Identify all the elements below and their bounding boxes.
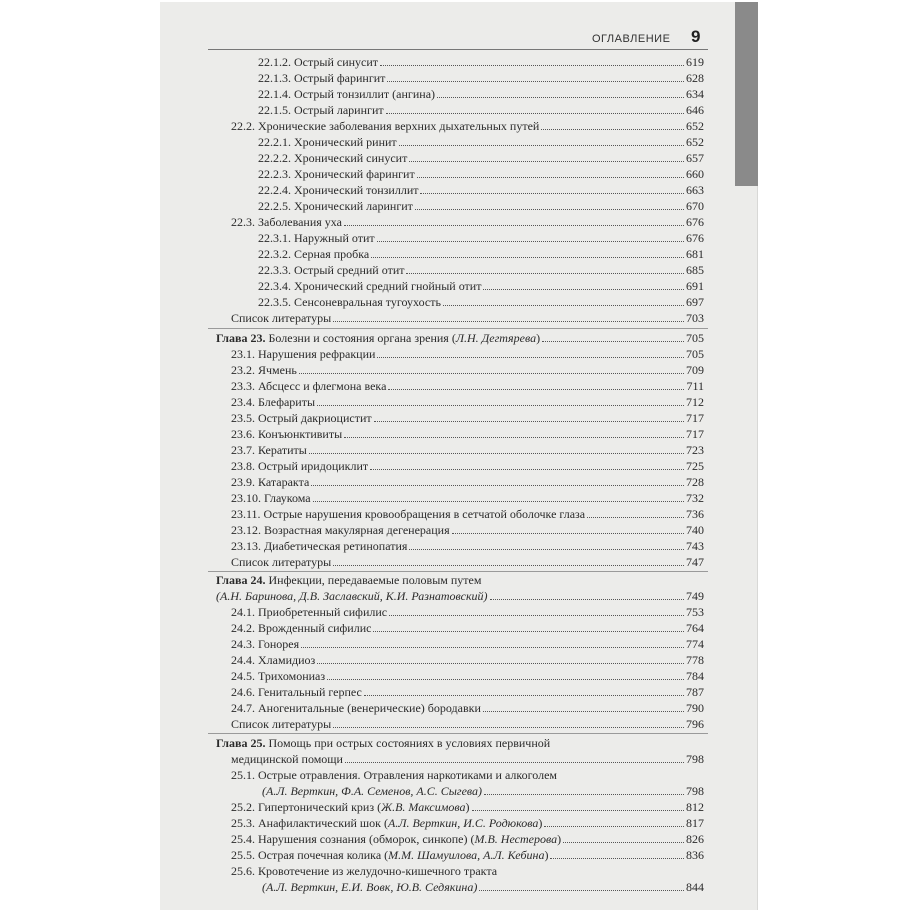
toc-entry: 24.7. Аногенитальные (венерические) бородавки 790 xyxy=(231,701,704,715)
toc-entry: 24.3. Гонорея 774 xyxy=(231,637,704,651)
chapter-authors: (А.Н. Баринова, Д.В. Заславский, К.И. Разнатовский) 749 xyxy=(216,589,704,603)
page-number: 9 xyxy=(691,27,701,46)
toc-entry: 23.6. Конъюнктивиты 717 xyxy=(231,427,704,441)
toc-entry: 24.4. Хламидиоз 778 xyxy=(231,653,704,667)
toc-entry: 25.1. Острые отравления. Отравления наркотиками и алкоголем xyxy=(231,768,557,782)
toc-entry: 22.2.1. Хронический ринит 652 xyxy=(258,135,704,149)
toc-entry: 22.1.4. Острый тонзиллит (ангина) 634 xyxy=(258,87,704,101)
toc-entry: 25.5. Острая почечная колика (М.М. Шамуилова, А.Л. Кебина) 836 xyxy=(231,848,704,862)
toc-entry: 25.6. Кровотечение из желудочно-кишечного тракта xyxy=(231,864,498,878)
section-divider xyxy=(208,733,708,734)
toc-entry: 23.13. Диабетическая ретинопатия 743 xyxy=(231,539,704,553)
section-divider xyxy=(208,571,708,572)
toc-entry: 23.9. Катаракта 728 xyxy=(231,475,704,489)
toc-entry: Список литературы 747 xyxy=(231,555,704,569)
toc-entry: Список литературы 796 xyxy=(231,717,704,731)
toc-entry: 22.2.5. Хронический ларингит 670 xyxy=(258,199,704,213)
chapter-heading-cont: медицинской помощи 798 xyxy=(231,752,704,766)
toc-entry: 22.3.2. Серная пробка 681 xyxy=(258,247,704,261)
toc-entry: 22.2.3. Хронический фарингит 660 xyxy=(258,167,704,181)
toc-entry: 23.12. Возрастная макулярная дегенерация 740 xyxy=(231,523,704,537)
toc-entry: 24.5. Трихомониаз 784 xyxy=(231,669,704,683)
chapter-heading: Глава 25. Помощь при острых состояниях в условиях первичной xyxy=(216,736,551,750)
toc-entry: 22.3.1. Наружный отит 676 xyxy=(258,231,704,245)
page-edge-tab xyxy=(735,2,758,186)
toc-entry: Список литературы 703 xyxy=(231,311,704,325)
toc-entry: 23.7. Кератиты 723 xyxy=(231,443,704,457)
toc-entry-authors: (А.Л. Верткин, Ф.А. Семенов, А.С. Сыгева) 798 xyxy=(262,784,704,798)
toc-entry: 22.2.2. Хронический синусит 657 xyxy=(258,151,704,165)
toc-entry: 22.2.4. Хронический тонзиллит 663 xyxy=(258,183,704,197)
header-rule xyxy=(208,49,708,50)
toc-entry: 22.1.2. Острый синусит 619 xyxy=(258,55,704,69)
toc-entry: 23.3. Абсцесс и флегмона века 711 xyxy=(231,379,704,393)
toc-entry: 22.1.3. Острый фарингит 628 xyxy=(258,71,704,85)
toc-entry: 24.1. Приобретенный сифилис 753 xyxy=(231,605,704,619)
toc-entry: 23.2. Ячмень 709 xyxy=(231,363,704,377)
toc-entry: 23.1. Нарушения рефракции 705 xyxy=(231,347,704,361)
toc-entry: 23.8. Острый иридоциклит 725 xyxy=(231,459,704,473)
toc-entry: 23.11. Острые нарушения кровообращения в сетчатой оболочке глаза 736 xyxy=(231,507,704,521)
chapter-heading: Глава 23. Болезни и состояния органа зрения (Л.Н. Дегтярева) 705 xyxy=(216,331,704,345)
toc-entry: 22.3.3. Острый средний отит 685 xyxy=(258,263,704,277)
toc-entry: 23.5. Острый дакриоцистит 717 xyxy=(231,411,704,425)
toc-entry: 25.4. Нарушения сознания (обморок, синкопе) (М.В. Нестерова) 826 xyxy=(231,832,704,846)
toc-entry: 23.10. Глаукома 732 xyxy=(231,491,704,505)
toc-entry: 22.3.5. Сенсоневральная тугоухость 697 xyxy=(258,295,704,309)
toc-entry: 23.4. Блефариты 712 xyxy=(231,395,704,409)
toc-entry: 25.3. Анафилактический шок (А.Л. Верткин, И.С. Родюкова) 817 xyxy=(231,816,704,830)
toc-entry-authors: (А.Л. Верткин, Е.И. Вовк, Ю.В. Седякина) 844 xyxy=(262,880,704,894)
running-header-title: ОГЛАВЛЕНИЕ xyxy=(592,33,671,45)
toc-entry: 22.2. Хронические заболевания верхних дыхательных путей 652 xyxy=(231,119,704,133)
toc-entry: 25.2. Гипертонический криз (Ж.В. Максимова) 812 xyxy=(231,800,704,814)
chapter-heading: Глава 24. Инфекции, передаваемые половым путем xyxy=(216,573,482,587)
section-divider xyxy=(208,328,708,329)
toc-entry: 22.1.5. Острый ларингит 646 xyxy=(258,103,704,117)
toc-entry: 24.2. Врожденный сифилис 764 xyxy=(231,621,704,635)
toc-entry: 22.3.4. Хронический средний гнойный отит 691 xyxy=(258,279,704,293)
toc-entry: 24.6. Генитальный герпес 787 xyxy=(231,685,704,699)
toc-entry: 22.3. Заболевания уха 676 xyxy=(231,215,704,229)
